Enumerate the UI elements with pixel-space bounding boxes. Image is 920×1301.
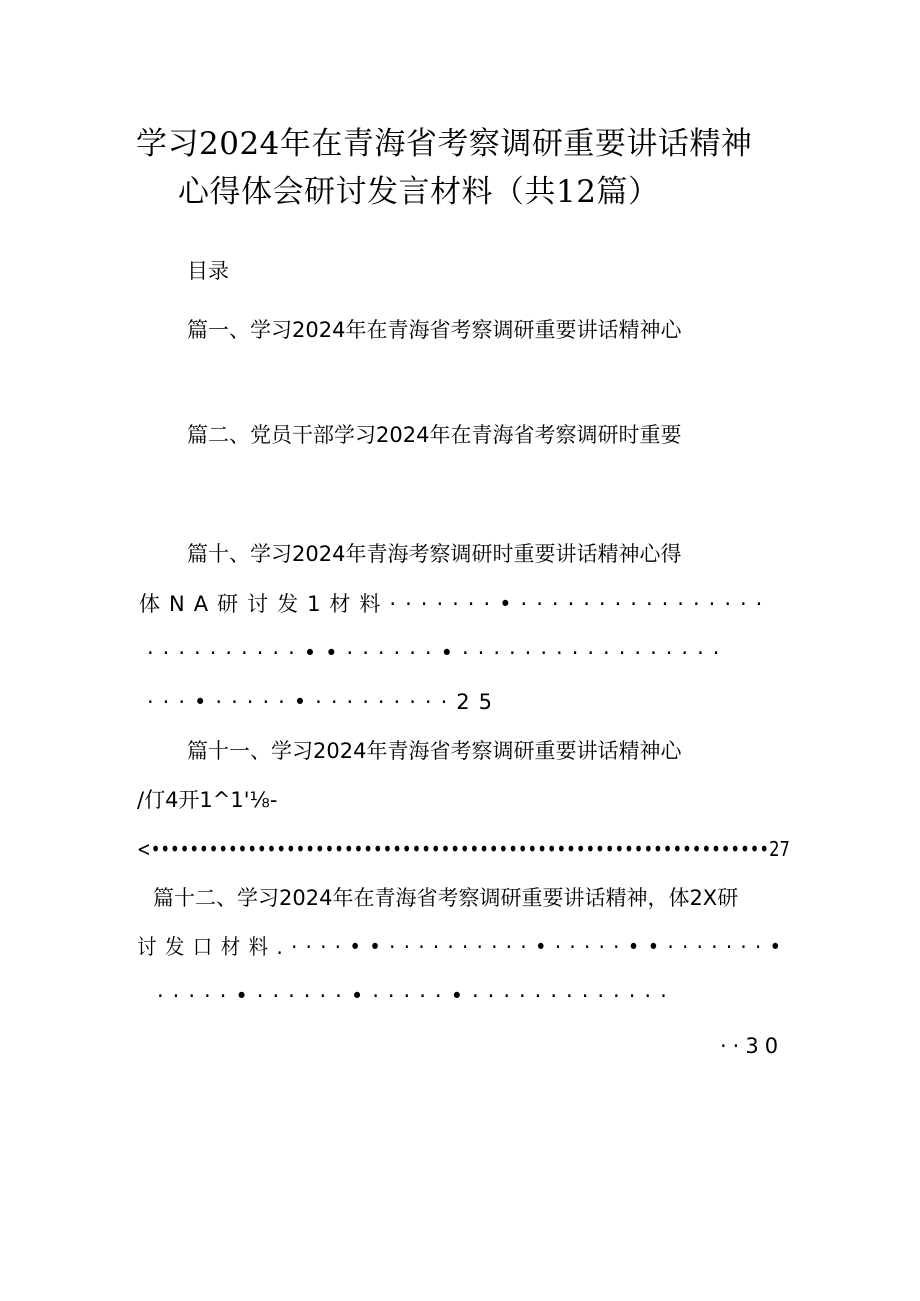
toc-entry-12-line-3: ·····•······•·····•············· [157, 984, 676, 1008]
toc-entry-12-page-number: ··30 [720, 1034, 785, 1058]
toc-heading: 目录 [187, 259, 229, 283]
toc-entry-1[interactable]: 篇一、学习2024年在青海省考察调研重要讲话精神心 [187, 318, 682, 342]
toc-entry-12-line-1[interactable]: 篇十二、学习2024年在青海省考察调研重要讲话精神，体2X研 [153, 886, 739, 910]
toc-entry-12-line-2: 讨发口材料.····••··········•·····••·······• [137, 935, 790, 959]
document-title-line-1: 学习2024年在青海省考察调研重要讲话精神 [136, 126, 753, 162]
toc-entry-10-page-number: ···•·····•·········25 [147, 690, 501, 714]
toc-entry-10-line-1[interactable]: 篇十、学习2024年青海考察调研时重要讲话精神心得 [187, 542, 682, 566]
toc-entry-10-line-2: 体NA研讨发1材料·······•················ [139, 592, 772, 616]
toc-entry-11-line-1[interactable]: 篇十一、学习2024年青海省考察调研重要讲话精神心 [187, 739, 682, 763]
toc-entry-11-page-number: <••••••••••••••••••••••••••••••••••••••••••••••••••••••••••••••••27 [137, 837, 790, 861]
toc-entry-10-line-3: ··········••······•················· [147, 641, 729, 665]
toc-entry-2[interactable]: 篇二、党员干部学习2024年在青海省考察调研时重要 [187, 423, 682, 447]
document-title-line-2: 心得体会研讨发言材料（共12篇） [178, 174, 660, 210]
toc-entry-11-line-2: /仃4开1^1'⅛- [137, 788, 278, 812]
